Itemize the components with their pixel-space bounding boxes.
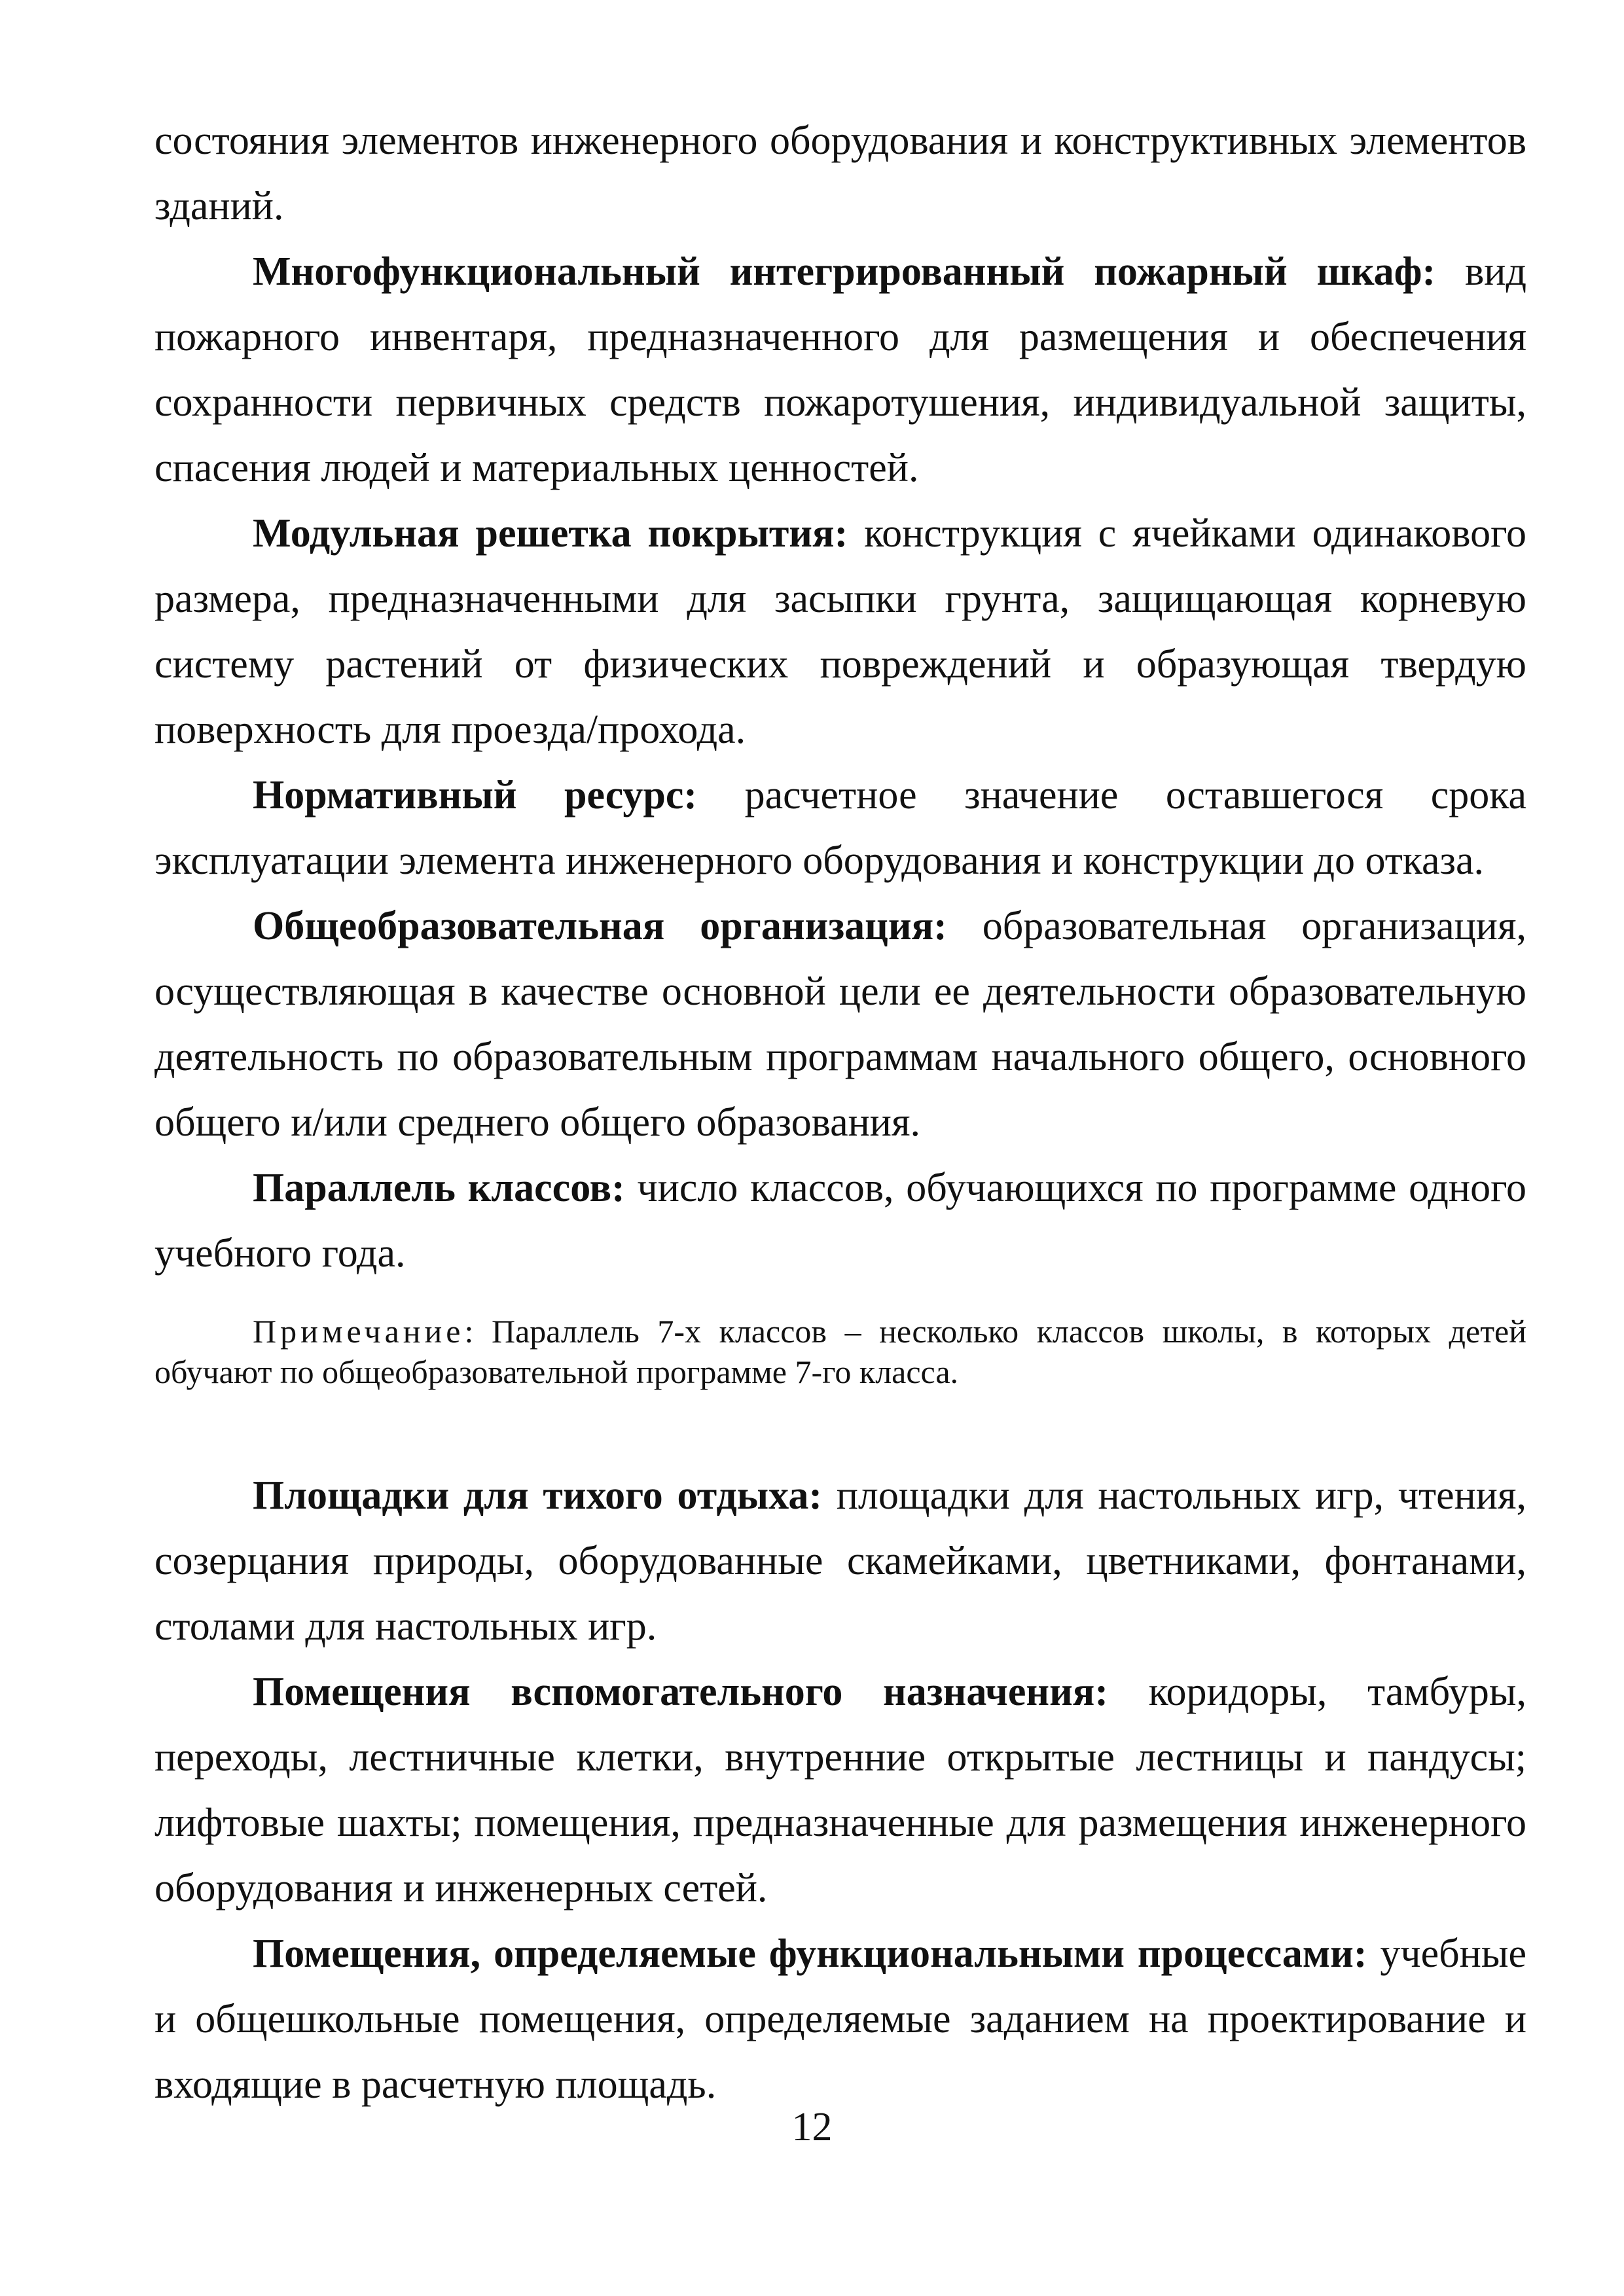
- term-normative-resource: Нормативный ресурс:: [253, 773, 698, 817]
- definition-text: число классов, обучающихся по программе одного учебного года.: [154, 1166, 1526, 1276]
- definition-text: образовательная организация, осуществляющая в качестве основной цели ее деятельности образовательную деятельность по образовательным программам начального общего, основного общего и/или среднего общего образования.: [154, 904, 1526, 1145]
- term-general-education-organization: Общеобразовательная организация:: [253, 904, 947, 948]
- definition-multifunctional-fire-cabinet: [154, 239, 1526, 501]
- definition-text: расчетное значение оставшегося срока эксплуатации элемента инженерного оборудования и конструкции до отказа.: [154, 773, 1526, 883]
- page-number: 12: [791, 2105, 833, 2149]
- definition-text: площадки для настольных игр, чтения, созерцания природы, оборудованные скамейками, цветниками, фонтанами, столами для настольных игр.: [154, 1473, 1526, 1649]
- term-class-parallel: Параллель классов:: [253, 1166, 625, 1210]
- term-modular-grid: Модульная решетка покрытия:: [253, 511, 848, 556]
- term-quiet-rest-areas: Площадки для тихого отдыха:: [253, 1473, 822, 1518]
- note-text: : Параллель 7-х классов – несколько классов школы, в которых детей обучают по общеобразовательной программе 7-го класса.: [154, 1313, 1526, 1390]
- definition-quiet-rest-areas: [154, 1463, 1526, 1659]
- note-paragraph: [154, 1311, 1526, 1392]
- term-auxiliary-rooms: Помещения вспомогательного назначения:: [253, 1670, 1108, 1714]
- definition-functional-process-rooms: [154, 1921, 1526, 2117]
- definition-class-parallel: [154, 1155, 1526, 1286]
- definition-text: коридоры, тамбуры, переходы, лестничные клетки, внутренние открытые лестницы и пандусы; лифтовые шахты; помещения, предназначенные для размещения инженерного оборудования и инженерных сетей.: [154, 1670, 1526, 1910]
- note-label: Примечание: [253, 1313, 465, 1350]
- definition-text: учебные и общешкольные помещения, определяемые заданием на проектирование и входящие в расчетную площадь.: [154, 1931, 1526, 2107]
- document-body: [154, 108, 1526, 2117]
- definition-text: конструкция с ячейками одинакового размера, предназначенными для засыпки грунта, защищающая корневую систему растений от физических повреждений и образующая твердую поверхность для проезда/прохода.: [154, 511, 1526, 752]
- definition-auxiliary-rooms: [154, 1659, 1526, 1921]
- continuation-paragraph: состояния элементов инженерного оборудования и конструктивных элементов зданий.: [154, 118, 1526, 228]
- definition-modular-grid: [154, 501, 1526, 762]
- term-functional-process-rooms: Помещения, определяемые функциональными процессами:: [253, 1931, 1367, 1976]
- definition-normative-resource: [154, 762, 1526, 893]
- definition-general-education-organization: [154, 893, 1526, 1155]
- definition-text: вид пожарного инвентаря, предназначенного для размещения и обеспечения сохранности первичных средств пожаротушения, индивидуальной защиты, спасения людей и материальных ценностей.: [154, 249, 1526, 490]
- term-multifunctional-fire-cabinet: Многофункциональный интегрированный пожарный шкаф:: [253, 249, 1436, 294]
